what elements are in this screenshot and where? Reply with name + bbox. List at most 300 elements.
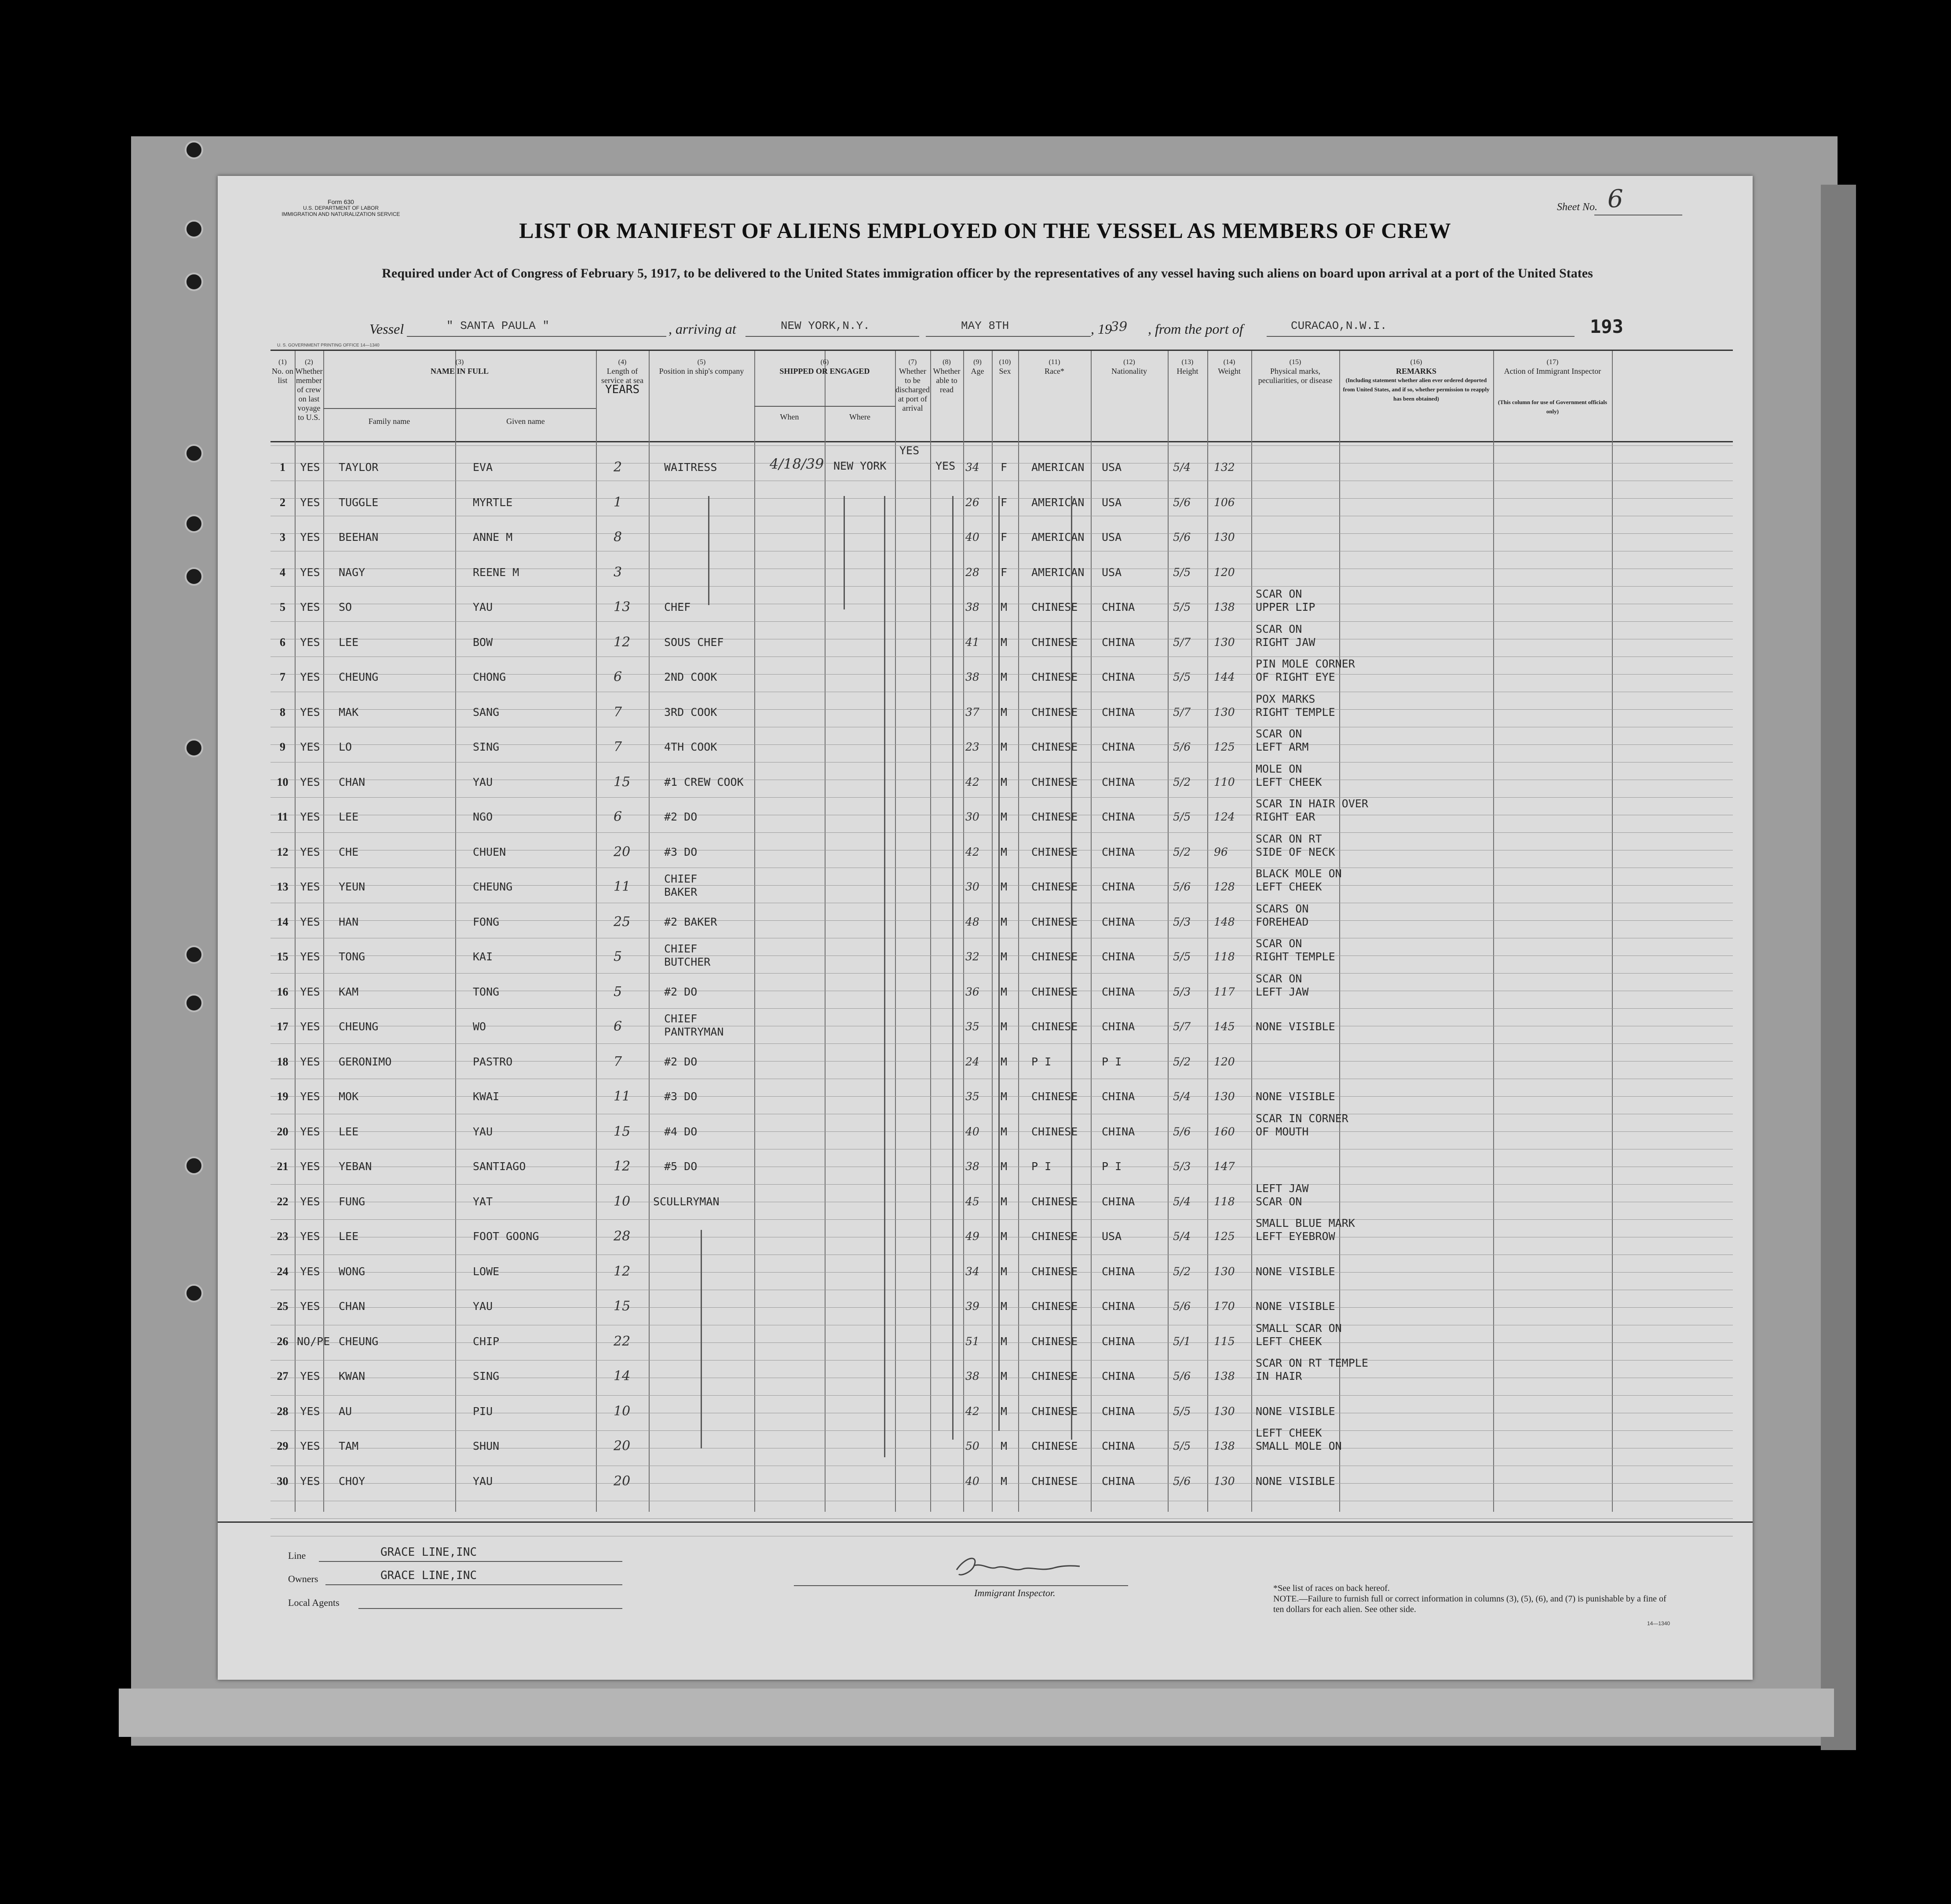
header-subrule <box>323 408 596 409</box>
weight: 130 <box>1214 1265 1235 1278</box>
race: CHINESE <box>1031 1125 1078 1138</box>
height: 5/4 <box>1173 1090 1191 1103</box>
height: 5/6 <box>1173 1125 1191 1138</box>
age: 37 <box>965 705 979 719</box>
given-name: KWAI <box>473 1090 500 1103</box>
height: 5/6 <box>1173 496 1191 509</box>
given-name: SANG <box>473 705 500 719</box>
weight: 138 <box>1214 1440 1235 1452</box>
punch-hole <box>185 739 203 757</box>
sex: M <box>1001 1440 1008 1452</box>
ship-position: CHEF <box>664 601 691 613</box>
age: 38 <box>965 671 979 683</box>
physical-marks: NONE VISIBLE <box>1256 1474 1335 1488</box>
column-number: (4) <box>618 358 627 366</box>
physical-marks: OF RIGHT EYE <box>1256 671 1335 683</box>
column-number: (14) <box>1223 358 1235 366</box>
column-header-label: Nationality <box>1111 367 1147 376</box>
given-name: EVA <box>473 461 493 474</box>
nationality: CHINA <box>1102 1265 1135 1278</box>
crew-member-status: YES <box>300 1370 320 1382</box>
column-header <box>1493 397 1612 416</box>
sex: M <box>1001 1265 1008 1278</box>
row-number: 9 <box>280 740 285 753</box>
column-header-label: Action of Immigrant Inspector <box>1504 367 1601 376</box>
nationality: CHINA <box>1102 985 1135 998</box>
crew-member-status: YES <box>300 810 320 823</box>
column-header-label: Position in ship's company <box>659 367 744 376</box>
family-name: CHE <box>339 845 359 858</box>
height: 5/3 <box>1173 1160 1191 1173</box>
family-name: GERONIMO <box>339 1055 392 1068</box>
age: 35 <box>965 1020 979 1033</box>
race: CHINESE <box>1031 1370 1078 1382</box>
nationality: CHINA <box>1102 950 1135 963</box>
height: 5/6 <box>1173 880 1191 893</box>
column-number: (17) <box>1546 358 1559 366</box>
physical-marks: RIGHT TEMPLE <box>1256 950 1335 963</box>
physical-marks: PIN MOLE CORNER <box>1256 657 1355 670</box>
family-name: LEE <box>339 635 359 649</box>
column-number: (16) <box>1410 358 1422 366</box>
row-number: 4 <box>280 565 285 579</box>
height: 5/5 <box>1173 1404 1191 1418</box>
family-name: TAM <box>339 1440 359 1452</box>
weight: 130 <box>1214 1404 1235 1418</box>
height: 5/7 <box>1173 1020 1191 1033</box>
length-of-service: 14 <box>614 1368 631 1384</box>
family-name: LEE <box>339 1125 359 1138</box>
physical-marks: SCAR ON <box>1256 727 1302 740</box>
physical-marks: LEFT CHEEK <box>1256 1426 1322 1439</box>
years-label: YEARS <box>605 383 640 396</box>
age: 39 <box>965 1300 979 1313</box>
height: 5/4 <box>1173 1230 1191 1243</box>
family-name: KWAN <box>339 1370 365 1382</box>
ship-position: 3RD COOK <box>664 705 717 719</box>
punch-hole <box>185 141 203 159</box>
crew-member-status: YES <box>300 671 320 683</box>
height: 5/2 <box>1173 1055 1191 1068</box>
from-port-label: , from the port of <box>1148 321 1243 337</box>
height: 5/5 <box>1173 601 1191 613</box>
nationality: P I <box>1102 1055 1122 1068</box>
row-number: 20 <box>277 1125 289 1138</box>
race: CHINESE <box>1031 1335 1078 1348</box>
row-number: 29 <box>277 1440 289 1452</box>
length-of-service: 15 <box>614 1123 631 1139</box>
given-name: TONG <box>473 985 500 998</box>
column-header-label: Sex <box>999 367 1011 376</box>
row-number: 26 <box>277 1335 289 1348</box>
given-name: YAU <box>473 601 493 613</box>
sex: M <box>1001 845 1008 858</box>
sex: M <box>1001 1474 1008 1488</box>
race: CHINESE <box>1031 1265 1078 1278</box>
height: 5/5 <box>1173 950 1191 963</box>
vessel-name: " SANTA PAULA " <box>446 319 550 332</box>
nationality: CHINA <box>1102 880 1135 893</box>
physical-marks: IN HAIR <box>1256 1370 1302 1382</box>
weight: 125 <box>1214 740 1235 753</box>
age: 30 <box>965 880 979 893</box>
sheet-number: 6 <box>1608 185 1623 213</box>
nationality: CHINA <box>1102 1370 1135 1382</box>
physical-marks: SCAR IN CORNER <box>1256 1112 1348 1125</box>
given-name: BOW <box>473 635 493 649</box>
age: 38 <box>965 1370 979 1382</box>
punch-hole <box>185 994 203 1012</box>
given-name: CHEUNG <box>473 880 513 893</box>
sex: M <box>1001 635 1008 649</box>
column-header <box>992 357 1018 376</box>
year-suffix: 39 <box>1111 319 1128 335</box>
family-name: SO <box>339 601 352 613</box>
column-header-label: (This column for use of Government officials only) <box>1498 399 1608 415</box>
length-of-service: 5 <box>614 949 622 964</box>
physical-marks: OF MOUTH <box>1256 1125 1309 1138</box>
ship-position: CHIEF <box>664 1012 698 1025</box>
length-of-service: 25 <box>614 914 631 930</box>
crew-member-status: YES <box>300 1474 320 1488</box>
column-header <box>1018 357 1091 376</box>
age: 28 <box>965 565 979 579</box>
physical-marks: SCAR ON <box>1256 972 1302 985</box>
column-header-label: Where <box>849 412 870 421</box>
given-name: SHUN <box>473 1440 500 1452</box>
family-name: YEBAN <box>339 1160 372 1173</box>
ship-position: BAKER <box>664 886 698 898</box>
height: 5/5 <box>1173 810 1191 823</box>
ship-position: WAITRESS <box>664 461 717 474</box>
crew-member-status: YES <box>300 601 320 613</box>
column-header <box>1339 357 1493 376</box>
age: 26 <box>965 496 979 509</box>
arrival-date: MAY 8TH <box>961 319 1009 332</box>
length-of-service: 7 <box>614 1054 622 1069</box>
length-of-service: 20 <box>614 1438 631 1454</box>
ditto-mark <box>708 496 709 605</box>
discharged-status: YES <box>899 444 920 457</box>
column-header-label: NAME IN FULL <box>430 367 489 376</box>
race: P I <box>1031 1160 1052 1173</box>
height: 5/3 <box>1173 985 1191 998</box>
physical-marks: NONE VISIBLE <box>1256 1300 1335 1313</box>
age: 41 <box>965 635 979 649</box>
footer-notes <box>1273 1583 1669 1615</box>
ship-position: 4TH COOK <box>664 740 717 753</box>
weight: 106 <box>1214 496 1235 509</box>
height: 5/6 <box>1173 531 1191 543</box>
column-header <box>963 357 992 376</box>
crew-member-status: YES <box>300 1055 320 1068</box>
weight: 145 <box>1214 1020 1235 1033</box>
given-name: NGO <box>473 810 493 823</box>
weight: 132 <box>1214 461 1235 474</box>
vessel-underline <box>407 336 666 337</box>
nationality: USA <box>1102 461 1122 474</box>
length-of-service: 20 <box>614 1473 631 1489</box>
weight: 147 <box>1214 1160 1235 1173</box>
column-header <box>596 357 649 394</box>
ship-position: BUTCHER <box>664 956 711 968</box>
header-subrule <box>754 406 895 407</box>
column-number: (10) <box>999 358 1011 366</box>
weight: 117 <box>1214 985 1235 998</box>
height: 5/4 <box>1173 461 1191 474</box>
crew-member-status: YES <box>300 775 320 788</box>
physical-marks: LEFT CHEEK <box>1256 880 1322 893</box>
ship-position: #2 BAKER <box>664 915 717 928</box>
row-number: 25 <box>277 1300 289 1313</box>
family-name: FUNG <box>339 1195 365 1208</box>
header-rule <box>270 441 1733 442</box>
nationality: CHINA <box>1102 1474 1135 1488</box>
length-of-service: 8 <box>614 529 622 545</box>
length-of-service: 13 <box>614 599 631 615</box>
family-name: CHOY <box>339 1474 365 1488</box>
physical-marks: MOLE ON <box>1256 762 1302 775</box>
sex: M <box>1001 880 1008 893</box>
column-number: (8) <box>943 358 951 366</box>
ship-position: #2 DO <box>664 810 698 823</box>
crew-member-status: YES <box>300 705 320 719</box>
family-name: TONG <box>339 950 365 963</box>
row-number: 12 <box>277 845 289 858</box>
crew-member-status: YES <box>300 496 320 509</box>
nationality: CHINA <box>1102 1440 1135 1452</box>
given-name: ANNE M <box>473 531 513 543</box>
nationality: CHINA <box>1102 1090 1135 1103</box>
race: CHINESE <box>1031 1300 1078 1313</box>
column-number: (2) <box>305 358 313 366</box>
from-port-underline <box>1267 336 1575 337</box>
weight: 138 <box>1214 1370 1235 1382</box>
height: 5/6 <box>1173 1370 1191 1382</box>
family-name: LEE <box>339 1230 359 1243</box>
row-number: 19 <box>277 1090 289 1103</box>
ship-position: PANTRYMAN <box>664 1025 724 1038</box>
family-name: AU <box>339 1404 352 1418</box>
column-header-label: Height <box>1176 367 1198 376</box>
column-header-label: When <box>780 412 799 421</box>
stamp-number: 193 <box>1590 316 1623 337</box>
age: 40 <box>965 1474 979 1488</box>
nationality: CHINA <box>1102 1020 1135 1033</box>
physical-marks: SMALL BLUE MARK <box>1256 1217 1355 1229</box>
column-header <box>1168 357 1207 376</box>
inspector-label: Immigrant Inspector. <box>974 1587 1056 1598</box>
sheet-label: Sheet No. <box>1557 201 1597 213</box>
age: 38 <box>965 601 979 613</box>
row-number: 18 <box>277 1055 289 1068</box>
column-header <box>1091 357 1168 376</box>
height: 5/5 <box>1173 565 1191 579</box>
column-header <box>649 357 754 376</box>
physical-marks: RIGHT JAW <box>1256 635 1315 649</box>
document-title: LIST OR MANIFEST OF ALIENS EMPLOYED ON THE VESSEL AS MEMBERS OF CREW <box>519 218 1451 243</box>
crew-member-status: YES <box>300 1300 320 1313</box>
crew-member-status: NO/PE <box>297 1335 330 1348</box>
weight: 128 <box>1214 880 1235 893</box>
vessel-label: Vessel <box>369 321 404 337</box>
sex: M <box>1001 810 1008 823</box>
crew-member-status: YES <box>300 1230 320 1243</box>
race: CHINESE <box>1031 775 1078 788</box>
length-of-service: 15 <box>614 1299 631 1314</box>
given-name: YAU <box>473 775 493 788</box>
crew-member-status: YES <box>300 1404 320 1418</box>
height: 5/2 <box>1173 845 1191 858</box>
weight: 130 <box>1214 705 1235 719</box>
age: 49 <box>965 1230 979 1243</box>
ditto-mark <box>701 1230 702 1448</box>
height: 5/6 <box>1173 740 1191 753</box>
family-name: HAN <box>339 915 359 928</box>
family-name: LEE <box>339 810 359 823</box>
sex: M <box>1001 1055 1008 1068</box>
owners-label: Owners <box>288 1573 318 1584</box>
crew-member-status: YES <box>300 1125 320 1138</box>
height: 5/6 <box>1173 1300 1191 1313</box>
physical-marks: SCAR ON RT <box>1256 832 1322 845</box>
physical-marks: RIGHT TEMPLE <box>1256 705 1335 719</box>
physical-marks: FOREHEAD <box>1256 915 1309 928</box>
length-of-service: 10 <box>614 1403 631 1419</box>
sex: F <box>1001 531 1008 543</box>
physical-marks: SCAR ON <box>1256 1195 1302 1208</box>
length-of-service: 6 <box>614 1019 622 1034</box>
nationality: USA <box>1102 496 1122 509</box>
line-label: Line <box>288 1550 306 1561</box>
given-name: YAU <box>473 1474 493 1488</box>
column-header-label: Weight <box>1218 367 1241 376</box>
ruled-line <box>270 1518 1733 1519</box>
family-name: CHAN <box>339 775 365 788</box>
line-underline <box>319 1561 622 1562</box>
age: 23 <box>965 740 979 753</box>
race: CHINESE <box>1031 671 1078 683</box>
crew-member-status: YES <box>300 565 320 579</box>
weight: 170 <box>1214 1300 1235 1313</box>
physical-marks: SCARS ON <box>1256 902 1309 915</box>
document-subtitle: Required under Act of Congress of February 5, 1917, to be delivered to the United States immigration officer by the representatives of any vessel having such aliens on board upon arrival at a port of the United States <box>382 266 1593 281</box>
sex: M <box>1001 1300 1008 1313</box>
owners-underline <box>325 1584 622 1585</box>
row-number: 1 <box>280 461 285 474</box>
length-of-service: 15 <box>614 774 631 790</box>
given-name: KAI <box>473 950 493 963</box>
length-of-service: 12 <box>614 1263 631 1279</box>
column-header-label: Whether member of crew on last voyage to U.S. <box>295 367 323 422</box>
punch-hole <box>185 514 203 533</box>
family-name: MAK <box>339 705 359 719</box>
race: AMERICAN <box>1031 496 1085 509</box>
crew-member-status: YES <box>300 531 320 543</box>
length-of-service: 7 <box>614 739 622 755</box>
physical-marks: NONE VISIBLE <box>1256 1090 1335 1103</box>
age: 45 <box>965 1195 979 1208</box>
column-number: (11) <box>1049 358 1060 366</box>
physical-marks: SCAR IN HAIR OVER <box>1256 797 1368 810</box>
column-number: (12) <box>1123 358 1135 366</box>
punch-hole <box>185 444 203 463</box>
family-name: CHEUNG <box>339 1335 379 1348</box>
punch-hole <box>185 567 203 586</box>
ship-position: #3 DO <box>664 845 698 858</box>
height: 5/2 <box>1173 775 1191 788</box>
column-number: (13) <box>1181 358 1194 366</box>
column-header-label: REMARKS <box>1396 367 1436 376</box>
crew-member-status: YES <box>300 461 320 474</box>
nationality: CHINA <box>1102 1300 1135 1313</box>
row-number: 2 <box>280 496 285 509</box>
column-header-label: Length of service at sea <box>601 367 643 385</box>
column-header-label: Family name <box>368 417 410 426</box>
ship-position: #3 DO <box>664 1090 698 1103</box>
race: CHINESE <box>1031 1020 1078 1033</box>
family-name: BEEHAN <box>339 531 379 543</box>
physical-marks: LEFT JAW <box>1256 985 1309 998</box>
sex: F <box>1001 496 1008 509</box>
given-name: MYRTLE <box>473 496 513 509</box>
row-number: 28 <box>277 1404 289 1418</box>
age: 42 <box>965 845 979 858</box>
row-number: 24 <box>277 1265 289 1278</box>
physical-marks: SCAR ON <box>1256 587 1302 600</box>
ship-position: SCULLRYMAN <box>653 1195 720 1208</box>
arriving-underline <box>745 336 919 337</box>
physical-marks: RIGHT EAR <box>1256 810 1315 823</box>
height: 5/5 <box>1173 671 1191 683</box>
physical-marks: SCAR ON <box>1256 937 1302 950</box>
column-header-label: Whether able to read <box>933 367 961 394</box>
crew-member-status: YES <box>300 635 320 649</box>
age: 51 <box>965 1335 979 1348</box>
column-header-label: SHIPPED OR ENGAGED <box>779 367 870 376</box>
weight: 160 <box>1214 1125 1235 1138</box>
race: CHINESE <box>1031 915 1078 928</box>
sex: M <box>1001 671 1008 683</box>
sex: M <box>1001 1125 1008 1138</box>
sex: F <box>1001 461 1008 474</box>
nationality: CHINA <box>1102 1125 1135 1138</box>
race: CHINESE <box>1031 1230 1078 1243</box>
column-number: (6) <box>820 358 829 366</box>
nationality: P I <box>1102 1160 1122 1173</box>
shipped-place: NEW YORK <box>833 460 887 472</box>
nationality: CHINA <box>1102 845 1135 858</box>
inspector-underline <box>794 1585 1128 1586</box>
height: 5/2 <box>1173 1265 1191 1278</box>
nationality: USA <box>1102 1230 1122 1243</box>
family-name: WONG <box>339 1265 365 1278</box>
physical-marks: LEFT EYEBROW <box>1256 1230 1335 1243</box>
given-name: SING <box>473 740 500 753</box>
ditto-mark <box>844 496 845 610</box>
physical-marks: SIDE OF NECK <box>1256 845 1335 858</box>
physical-marks: LEFT CHEEK <box>1256 1335 1322 1348</box>
given-name: WO <box>473 1020 486 1033</box>
family-name: NAGY <box>339 565 365 579</box>
ship-position: #2 DO <box>664 985 698 998</box>
length-of-service: 6 <box>614 809 622 824</box>
given-name: PASTRO <box>473 1055 513 1068</box>
crew-member-status: YES <box>300 845 320 858</box>
weight: 130 <box>1214 1090 1235 1103</box>
crew-member-status: YES <box>300 1195 320 1208</box>
race: AMERICAN <box>1031 565 1085 579</box>
